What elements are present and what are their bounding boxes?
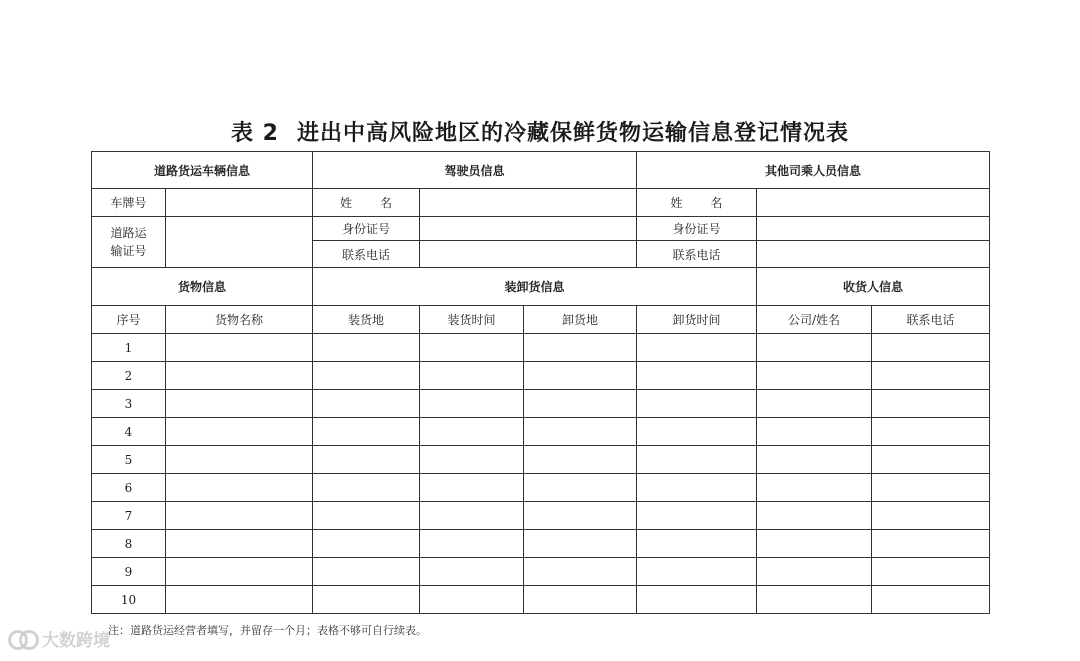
receiver-group-header: 收货人信息 [757, 268, 990, 306]
driver-section-header: 驾驶员信息 [313, 152, 637, 189]
cell[interactable] [166, 558, 313, 586]
row-number: 10 [92, 586, 166, 614]
driver-name-label [313, 189, 420, 217]
cell[interactable] [757, 390, 872, 418]
cell[interactable] [166, 530, 313, 558]
driver-name-char-2: 名 [380, 196, 393, 210]
cell[interactable] [313, 334, 420, 362]
cell[interactable] [872, 530, 990, 558]
passenger-name-label [637, 189, 757, 217]
permit-field[interactable] [166, 217, 313, 268]
cell[interactable] [524, 502, 637, 530]
cell[interactable] [524, 362, 637, 390]
cell[interactable] [872, 362, 990, 390]
footnote: 注：道路货运经营者填写，并留存一个月；表格不够可自行续表。 [108, 624, 427, 637]
cell[interactable] [872, 446, 990, 474]
cell[interactable] [166, 362, 313, 390]
cell[interactable] [166, 446, 313, 474]
table-title: 进出中高风险地区的冷藏保鲜货物运输信息登记情况表 [296, 121, 849, 146]
passenger-name-field[interactable] [757, 189, 990, 217]
cell[interactable] [637, 586, 757, 614]
table-row [92, 502, 990, 530]
cell[interactable] [524, 474, 637, 502]
cell[interactable] [637, 362, 757, 390]
driver-id-field[interactable] [420, 217, 637, 241]
cell[interactable] [420, 418, 524, 446]
driver-phone-field[interactable] [420, 241, 637, 268]
row-number: 2 [92, 362, 166, 390]
cell[interactable] [757, 362, 872, 390]
permit-label [92, 217, 166, 268]
info-row-2 [92, 217, 990, 241]
cell[interactable] [166, 418, 313, 446]
passenger-id-field[interactable] [757, 217, 990, 241]
loading-group-header: 装卸货信息 [313, 268, 757, 306]
col-header-unload-time: 卸货时间 [637, 306, 757, 334]
cell[interactable] [637, 530, 757, 558]
passenger-name-char-1: 姓 [670, 196, 683, 210]
cell[interactable] [313, 474, 420, 502]
row-number: 3 [92, 390, 166, 418]
cell[interactable] [420, 502, 524, 530]
cell[interactable] [313, 586, 420, 614]
driver-name-char-1: 姓 [340, 196, 353, 210]
cell[interactable] [524, 446, 637, 474]
cell[interactable] [166, 586, 313, 614]
cell[interactable] [757, 334, 872, 362]
col-header-company-name: 公司/姓名 [757, 306, 872, 334]
cell[interactable] [757, 474, 872, 502]
cell[interactable] [420, 586, 524, 614]
passenger-section-header: 其他司乘人员信息 [637, 152, 990, 189]
permit-label-line-2: 输证号 [110, 244, 147, 258]
driver-name-field[interactable] [420, 189, 637, 217]
section-header-row [92, 152, 990, 189]
cell[interactable] [637, 390, 757, 418]
cell[interactable] [313, 502, 420, 530]
cell[interactable] [872, 558, 990, 586]
cell[interactable] [637, 334, 757, 362]
cell[interactable] [313, 530, 420, 558]
col-header-cargo-name: 货物名称 [166, 306, 313, 334]
row-number: 7 [92, 502, 166, 530]
cell[interactable] [757, 530, 872, 558]
cell[interactable] [637, 418, 757, 446]
plate-field[interactable] [166, 189, 313, 217]
watermark-logo-icon [8, 629, 38, 649]
table-row [92, 586, 990, 614]
registration-table [91, 151, 990, 614]
cell[interactable] [872, 474, 990, 502]
cell[interactable] [872, 502, 990, 530]
table-row [92, 530, 990, 558]
row-number: 5 [92, 446, 166, 474]
col-header-seq: 序号 [92, 306, 166, 334]
col-header-phone: 联系电话 [872, 306, 990, 334]
cell[interactable] [420, 474, 524, 502]
cell[interactable] [313, 362, 420, 390]
cell[interactable] [872, 390, 990, 418]
row-number: 1 [92, 334, 166, 362]
cell[interactable] [420, 446, 524, 474]
cell[interactable] [872, 418, 990, 446]
cell[interactable] [313, 390, 420, 418]
passenger-phone-field[interactable] [757, 241, 990, 268]
table-row [92, 446, 990, 474]
cell[interactable] [872, 334, 990, 362]
table-row [92, 418, 990, 446]
cell[interactable] [524, 418, 637, 446]
cell[interactable] [166, 502, 313, 530]
info-row-1 [92, 189, 990, 217]
table-row [92, 390, 990, 418]
cell[interactable] [313, 558, 420, 586]
col-header-load-time: 装货时间 [420, 306, 524, 334]
permit-label-line-1: 道路运 [110, 226, 147, 240]
cell[interactable] [166, 390, 313, 418]
cell[interactable] [313, 446, 420, 474]
driver-phone-label: 联系电话 [313, 241, 420, 268]
table-row [92, 334, 990, 362]
column-header-row [92, 306, 990, 334]
table-row [92, 474, 990, 502]
cell[interactable] [420, 362, 524, 390]
vehicle-section-header: 道路货运车辆信息 [92, 152, 313, 189]
cell[interactable] [166, 334, 313, 362]
cell[interactable] [420, 390, 524, 418]
row-number: 8 [92, 530, 166, 558]
cell[interactable] [524, 530, 637, 558]
cell[interactable] [637, 446, 757, 474]
page-title [0, 116, 1080, 147]
plate-label: 车牌号 [92, 189, 166, 217]
watermark-text: 大数跨境 [42, 631, 110, 651]
cargo-group-header: 货物信息 [92, 268, 313, 306]
driver-id-label: 身份证号 [313, 217, 420, 241]
table-number: 表 2 [231, 121, 279, 146]
cell[interactable] [757, 502, 872, 530]
cell[interactable] [313, 418, 420, 446]
cell[interactable] [420, 558, 524, 586]
col-header-unload-place: 卸货地 [524, 306, 637, 334]
row-number: 6 [92, 474, 166, 502]
passenger-name-char-2: 名 [710, 196, 723, 210]
cell[interactable] [420, 530, 524, 558]
cell[interactable] [637, 502, 757, 530]
row-number: 9 [92, 558, 166, 586]
cell[interactable] [637, 558, 757, 586]
cell[interactable] [524, 334, 637, 362]
group-header-row [92, 268, 990, 306]
cell[interactable] [757, 418, 872, 446]
cell[interactable] [420, 334, 524, 362]
cell[interactable] [757, 558, 872, 586]
col-header-load-place: 装货地 [313, 306, 420, 334]
watermark [8, 626, 110, 651]
cell[interactable] [524, 390, 637, 418]
cell[interactable] [166, 474, 313, 502]
cell[interactable] [757, 586, 872, 614]
cell[interactable] [524, 586, 637, 614]
cell[interactable] [637, 474, 757, 502]
cell[interactable] [524, 558, 637, 586]
cell[interactable] [757, 446, 872, 474]
passenger-phone-label: 联系电话 [637, 241, 757, 268]
cell[interactable] [872, 586, 990, 614]
table-row [92, 362, 990, 390]
row-number: 4 [92, 418, 166, 446]
passenger-id-label: 身份证号 [637, 217, 757, 241]
table-row [92, 558, 990, 586]
